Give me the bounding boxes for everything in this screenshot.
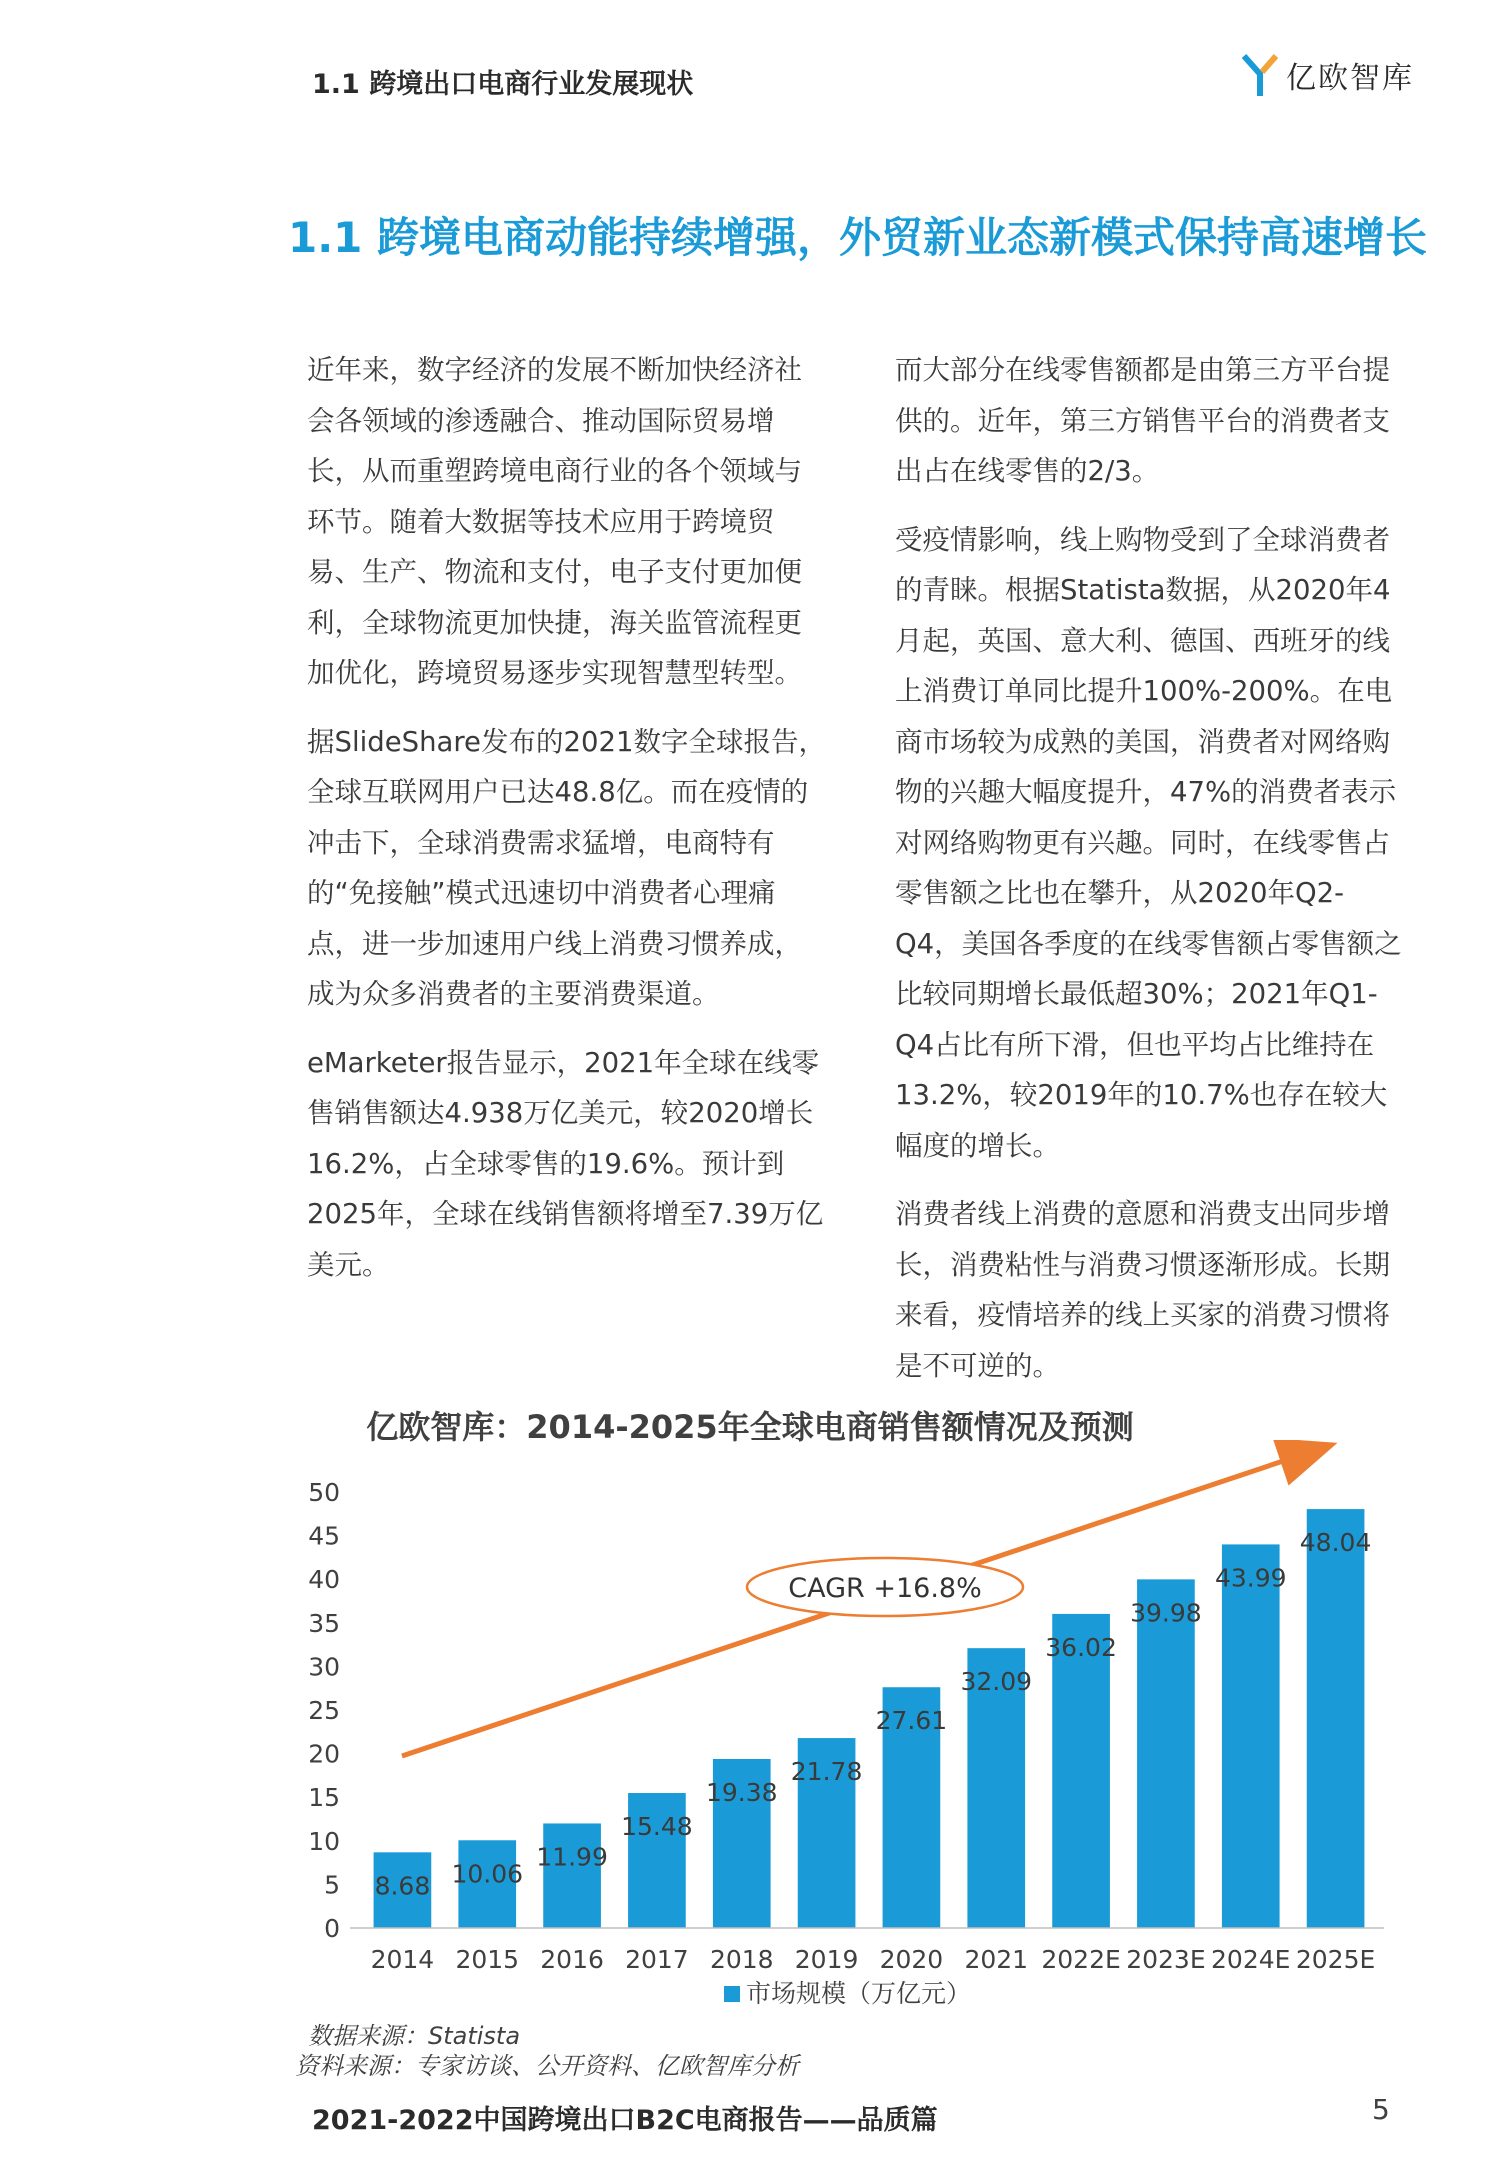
x-tick-label: 2022E — [1041, 1945, 1121, 1974]
page-number: 5 — [1372, 2093, 1390, 2126]
footer-title: 2021-2022中国跨境出口B2C电商报告——品质篇 — [312, 2105, 938, 2136]
paragraph: 而大部分在线零售额都是由第三方平台提供的。近年，第三方销售平台的消费者支出占在线零售的2/3。 — [895, 354, 1390, 487]
data-label: 10.06 — [451, 1859, 524, 1889]
y-tick-label: 30 — [308, 1652, 340, 1682]
x-tick-label: 2020 — [879, 1945, 944, 1974]
x-tick-label: 2017 — [625, 1945, 689, 1974]
bar — [543, 1823, 601, 1928]
data-label: 27.61 — [875, 1706, 948, 1736]
chart-title: 亿欧智库：2014-2025年全球电商销售额情况及预测 — [366, 1408, 1134, 1446]
x-tick-label: 2021 — [964, 1945, 1029, 1974]
y-tick-label: 45 — [308, 1521, 340, 1551]
paragraph: eMarketer报告显示，2021年全球在线零售销售额达4.938万亿美元，较2020增长16.2%，占全球零售的19.6%。预计到2025年，全球在线销售额将增至7.39万亿美元。 — [307, 1046, 824, 1281]
data-label: 19.38 — [705, 1778, 778, 1808]
data-label: 11.99 — [536, 1842, 608, 1872]
y-tick-label: 20 — [308, 1739, 340, 1769]
data-source: 数据来源：Statista — [308, 2022, 521, 2050]
y-tick-label: 15 — [308, 1783, 340, 1813]
x-tick-label: 2025E — [1295, 1945, 1376, 1974]
header-title: 1.1 跨境出口电商行业发展现状 — [312, 69, 694, 100]
logo-text: 亿欧智库 — [1286, 61, 1414, 96]
x-tick-label: 2016 — [540, 1945, 604, 1974]
x-tick-label: 2014 — [370, 1945, 435, 1974]
data-label: 32.09 — [960, 1667, 1033, 1697]
logo-icon — [1240, 52, 1280, 98]
y-tick-label: 0 — [324, 1914, 340, 1943]
x-tick-label: 2019 — [794, 1945, 859, 1974]
x-tick-label: 2015 — [455, 1945, 520, 1974]
paragraph: 消费者线上消费的意愿和消费支出同步增长，消费粘性与消费习惯逐渐形成。长期来看，疫情培养的线上买家的消费习惯将是不可逆的。 — [895, 1198, 1390, 1382]
legend-swatch — [724, 1986, 740, 2002]
reference-source: 资料来源：专家访谈、公开资料、亿欧智库分析 — [295, 2052, 799, 2080]
bar — [1137, 1579, 1195, 1928]
x-tick-label: 2023E — [1126, 1945, 1206, 1974]
paragraph: 受疫情影响，线上购物受到了全球消费者的青睐。根据Statista数据，从2020年4月起，英国、意大利、德国、西班牙的线上消费订单同比提升100%-200%。在电商市场较为成熟的美国，消费者对网络购物的兴趣大幅度提升，47%的消费者表示对网络购物更有兴趣。同时，在线零售占零售额之比也在攀升，从2020年Q2-Q4，美国各季度的在线零售额占零售额之比较同期增长最低超30%；2021年Q1-Q4占比有所下滑，但也平均占比维持在13.2%，较2019年的10.7%也存在较大幅度的增长。 — [895, 523, 1402, 1162]
y-tick-label: 5 — [324, 1870, 340, 1900]
y-tick-label: 25 — [308, 1696, 340, 1725]
data-label: 39.98 — [1130, 1598, 1202, 1628]
x-tick-label: 2018 — [709, 1945, 774, 1974]
bar — [1307, 1509, 1365, 1928]
section-title: 1.1 跨境电商动能持续增强，外贸新业态新模式保持高速增长 — [288, 213, 1428, 262]
cagr-label: CAGR +16.8% — [788, 1573, 982, 1604]
y-tick-label: 10 — [308, 1826, 340, 1856]
legend-label: 市场规模（万亿元） — [746, 1979, 972, 2008]
data-label: 8.68 — [374, 1871, 431, 1901]
bar-chart — [0, 1440, 1500, 2010]
data-label: 21.78 — [790, 1757, 863, 1787]
right-column — [895, 345, 1405, 1409]
y-tick-label: 40 — [308, 1565, 340, 1595]
logo — [1240, 52, 1414, 98]
left-column — [307, 345, 827, 1308]
paragraph: 据SlideShare发布的2021数字全球报告，全球互联网用户已达48.8亿。而在疫情的冲击下，全球消费需求猛增，电商特有的“免接触”模式迅速切中消费者心理痛点，进一步加速用户线上消费习惯养成，成为众多消费者的主要消费渠道。 — [307, 725, 826, 1010]
data-label: 15.48 — [621, 1812, 693, 1842]
data-label: 48.04 — [1299, 1528, 1372, 1558]
x-tick-label: 2024E — [1211, 1945, 1291, 1974]
y-tick-label: 35 — [308, 1608, 340, 1638]
y-tick-label: 50 — [308, 1478, 340, 1507]
data-label: 43.99 — [1214, 1563, 1287, 1593]
bar — [1222, 1544, 1280, 1928]
data-label: 36.02 — [1045, 1632, 1117, 1662]
paragraph: 近年来，数字经济的发展不断加快经济社会各领域的渗透融合、推动国际贸易增长，从而重塑跨境电商行业的各个领域与环节。随着大数据等技术应用于跨境贸易、生产、物流和支付，电子支付更加便利，全球物流更加快捷，海关监管流程更加优化，跨境贸易逐步实现智慧型转型。 — [307, 354, 802, 689]
